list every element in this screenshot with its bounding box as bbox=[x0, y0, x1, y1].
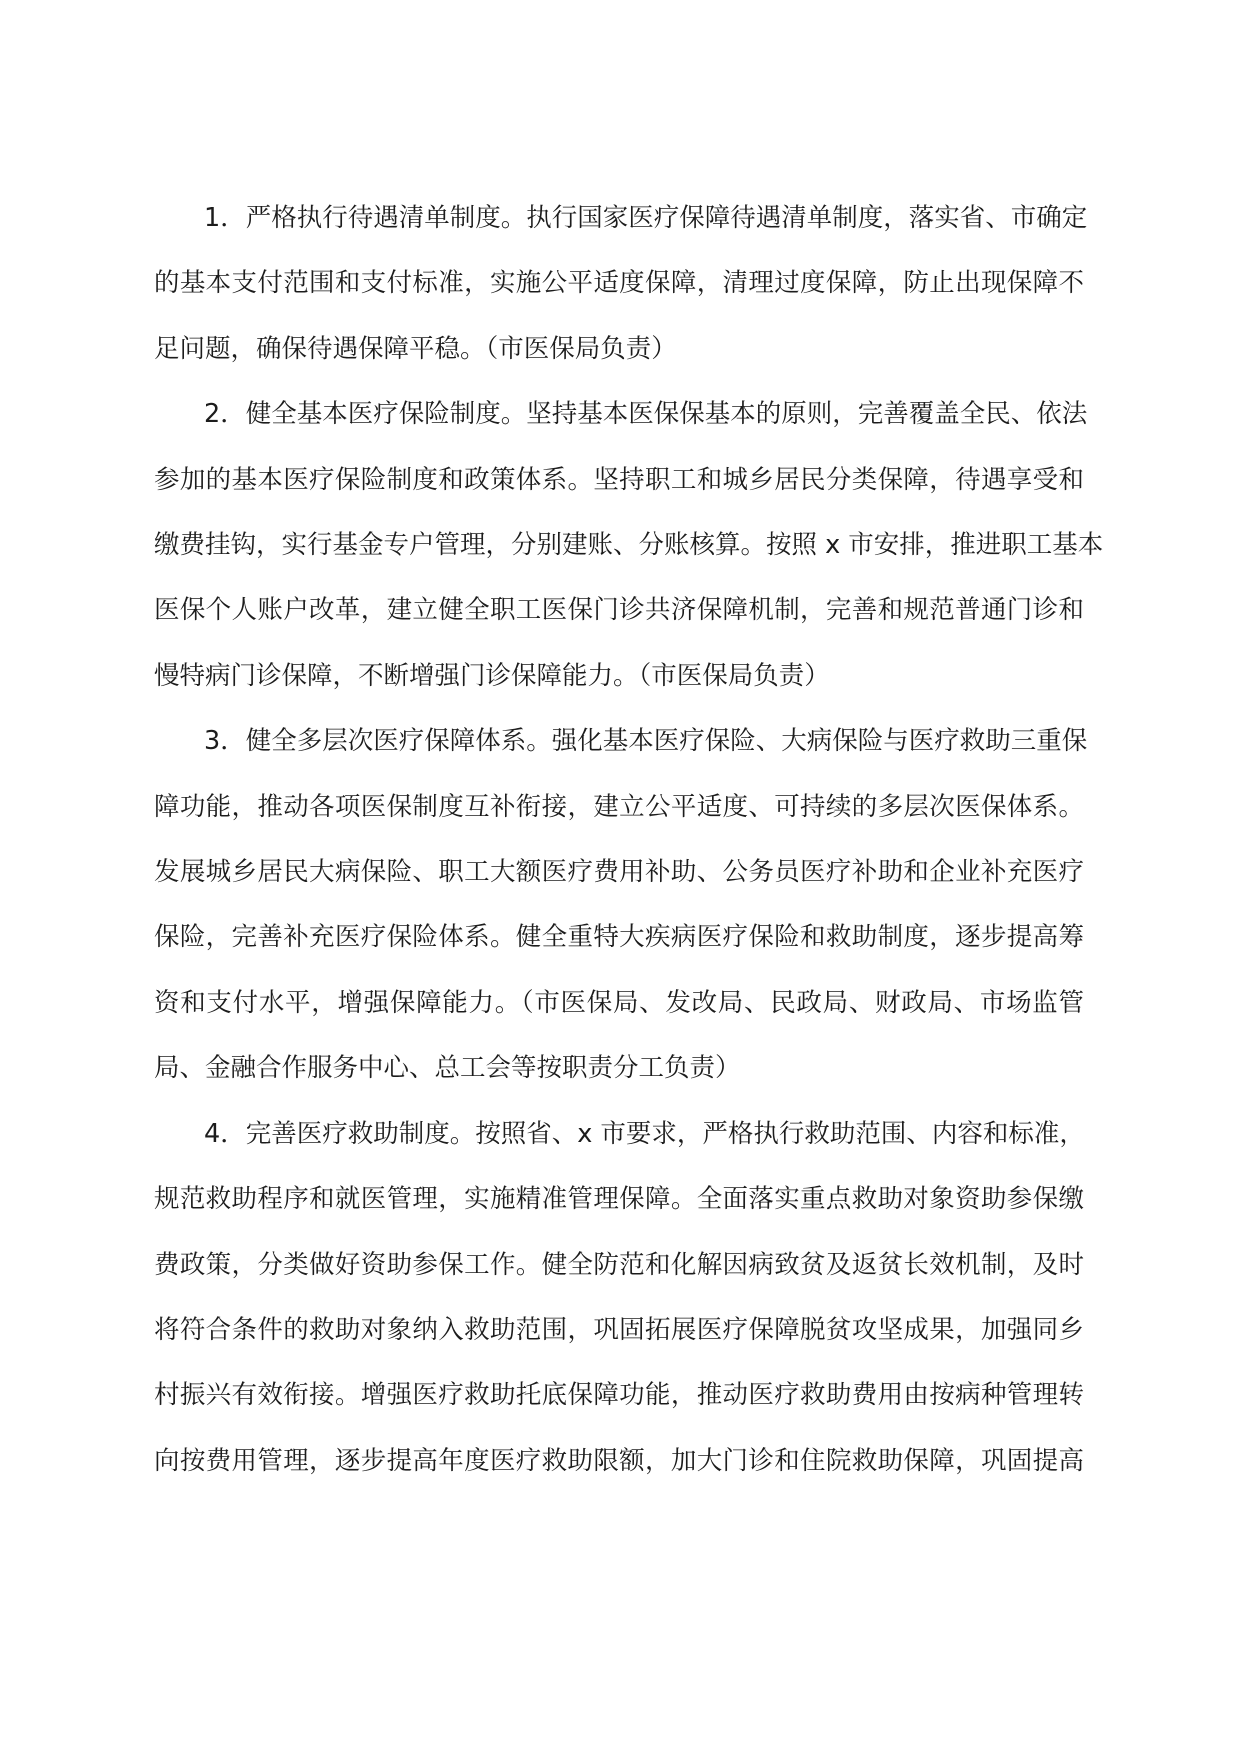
paragraph-line: 局、金融合作服务中心、总工会等按职责分工负责） bbox=[154, 1053, 741, 1084]
paragraph-line: 规范救助程序和就医管理，实施精准管理保障。全面落实重点救助对象资助参保缴 bbox=[154, 1184, 1084, 1215]
paragraph-line: 发展城乡居民大病保险、职工大额医疗费用补助、公务员医疗补助和企业补充医疗 bbox=[154, 857, 1084, 888]
paragraph-line: 将符合条件的救助对象纳入救助范围，巩固拓展医疗保障脱贫攻坚成果，加强同乡 bbox=[154, 1314, 1084, 1345]
paragraph-line: 1．严格执行待遇清单制度。执行国家医疗保障待遇清单制度，落实省、市确定 bbox=[204, 203, 1088, 233]
paragraph-line: 缴费挂钩，实行基金专户管理，分别建账、分账核算。按照 x 市安排，推进职工基本 bbox=[154, 530, 1104, 561]
paragraph-4 bbox=[154, 1102, 1084, 1494]
paragraph-line: 的基本支付范围和支付标准，实施公平适度保障，清理过度保障，防止出现保障不 bbox=[154, 268, 1084, 299]
paragraph-line: 保险，完善补充医疗保险体系。健全重特大疾病医疗保险和救助制度，逐步提高筹 bbox=[154, 922, 1084, 953]
paragraph-line: 障功能，推动各项医保制度互补衔接，建立公平适度、可持续的多层次医保体系。 bbox=[154, 791, 1084, 822]
paragraph-line: 向按费用管理，逐步提高年度医疗救助限额，加大门诊和住院救助保障，巩固提高 bbox=[154, 1445, 1084, 1476]
paragraph-line: 费政策，分类做好资助参保工作。健全防范和化解因病致贫及返贫长效机制，及时 bbox=[154, 1249, 1084, 1280]
paragraph-line: 足问题，确保待遇保障平稳。（市医保局负责） bbox=[154, 333, 677, 364]
paragraph-2 bbox=[154, 382, 1104, 709]
paragraph-line: 慢特病门诊保障，不断增强门诊保障能力。（市医保局负责） bbox=[154, 660, 830, 691]
paragraph-line: 医保个人账户改革，建立健全职工医保门诊共济保障机制，完善和规范普通门诊和 bbox=[154, 595, 1084, 626]
paragraph-line: 参加的基本医疗保险制度和政策体系。坚持职工和城乡居民分类保障，待遇享受和 bbox=[154, 464, 1084, 495]
paragraph-line: 村振兴有效衔接。增强医疗救助托底保障功能，推动医疗救助费用由按病种管理转 bbox=[154, 1380, 1084, 1411]
paragraph-line: 2．健全基本医疗保险制度。坚持基本医保保基本的原则，完善覆盖全民、依法 bbox=[204, 399, 1088, 430]
document-body bbox=[154, 186, 1104, 1494]
paragraph-line: 4．完善医疗救助制度。按照省、x 市要求，严格执行救助范围、内容和标准， bbox=[204, 1118, 1085, 1149]
paragraph-1 bbox=[154, 186, 1088, 382]
paragraph-3 bbox=[154, 709, 1088, 1101]
paragraph-line: 资和支付水平，增强保障能力。（市医保局、发改局、民政局、财政局、市场监管 bbox=[154, 987, 1084, 1018]
paragraph-line: 3．健全多层次医疗保障体系。强化基本医疗保险、大病保险与医疗救助三重保 bbox=[204, 726, 1088, 757]
